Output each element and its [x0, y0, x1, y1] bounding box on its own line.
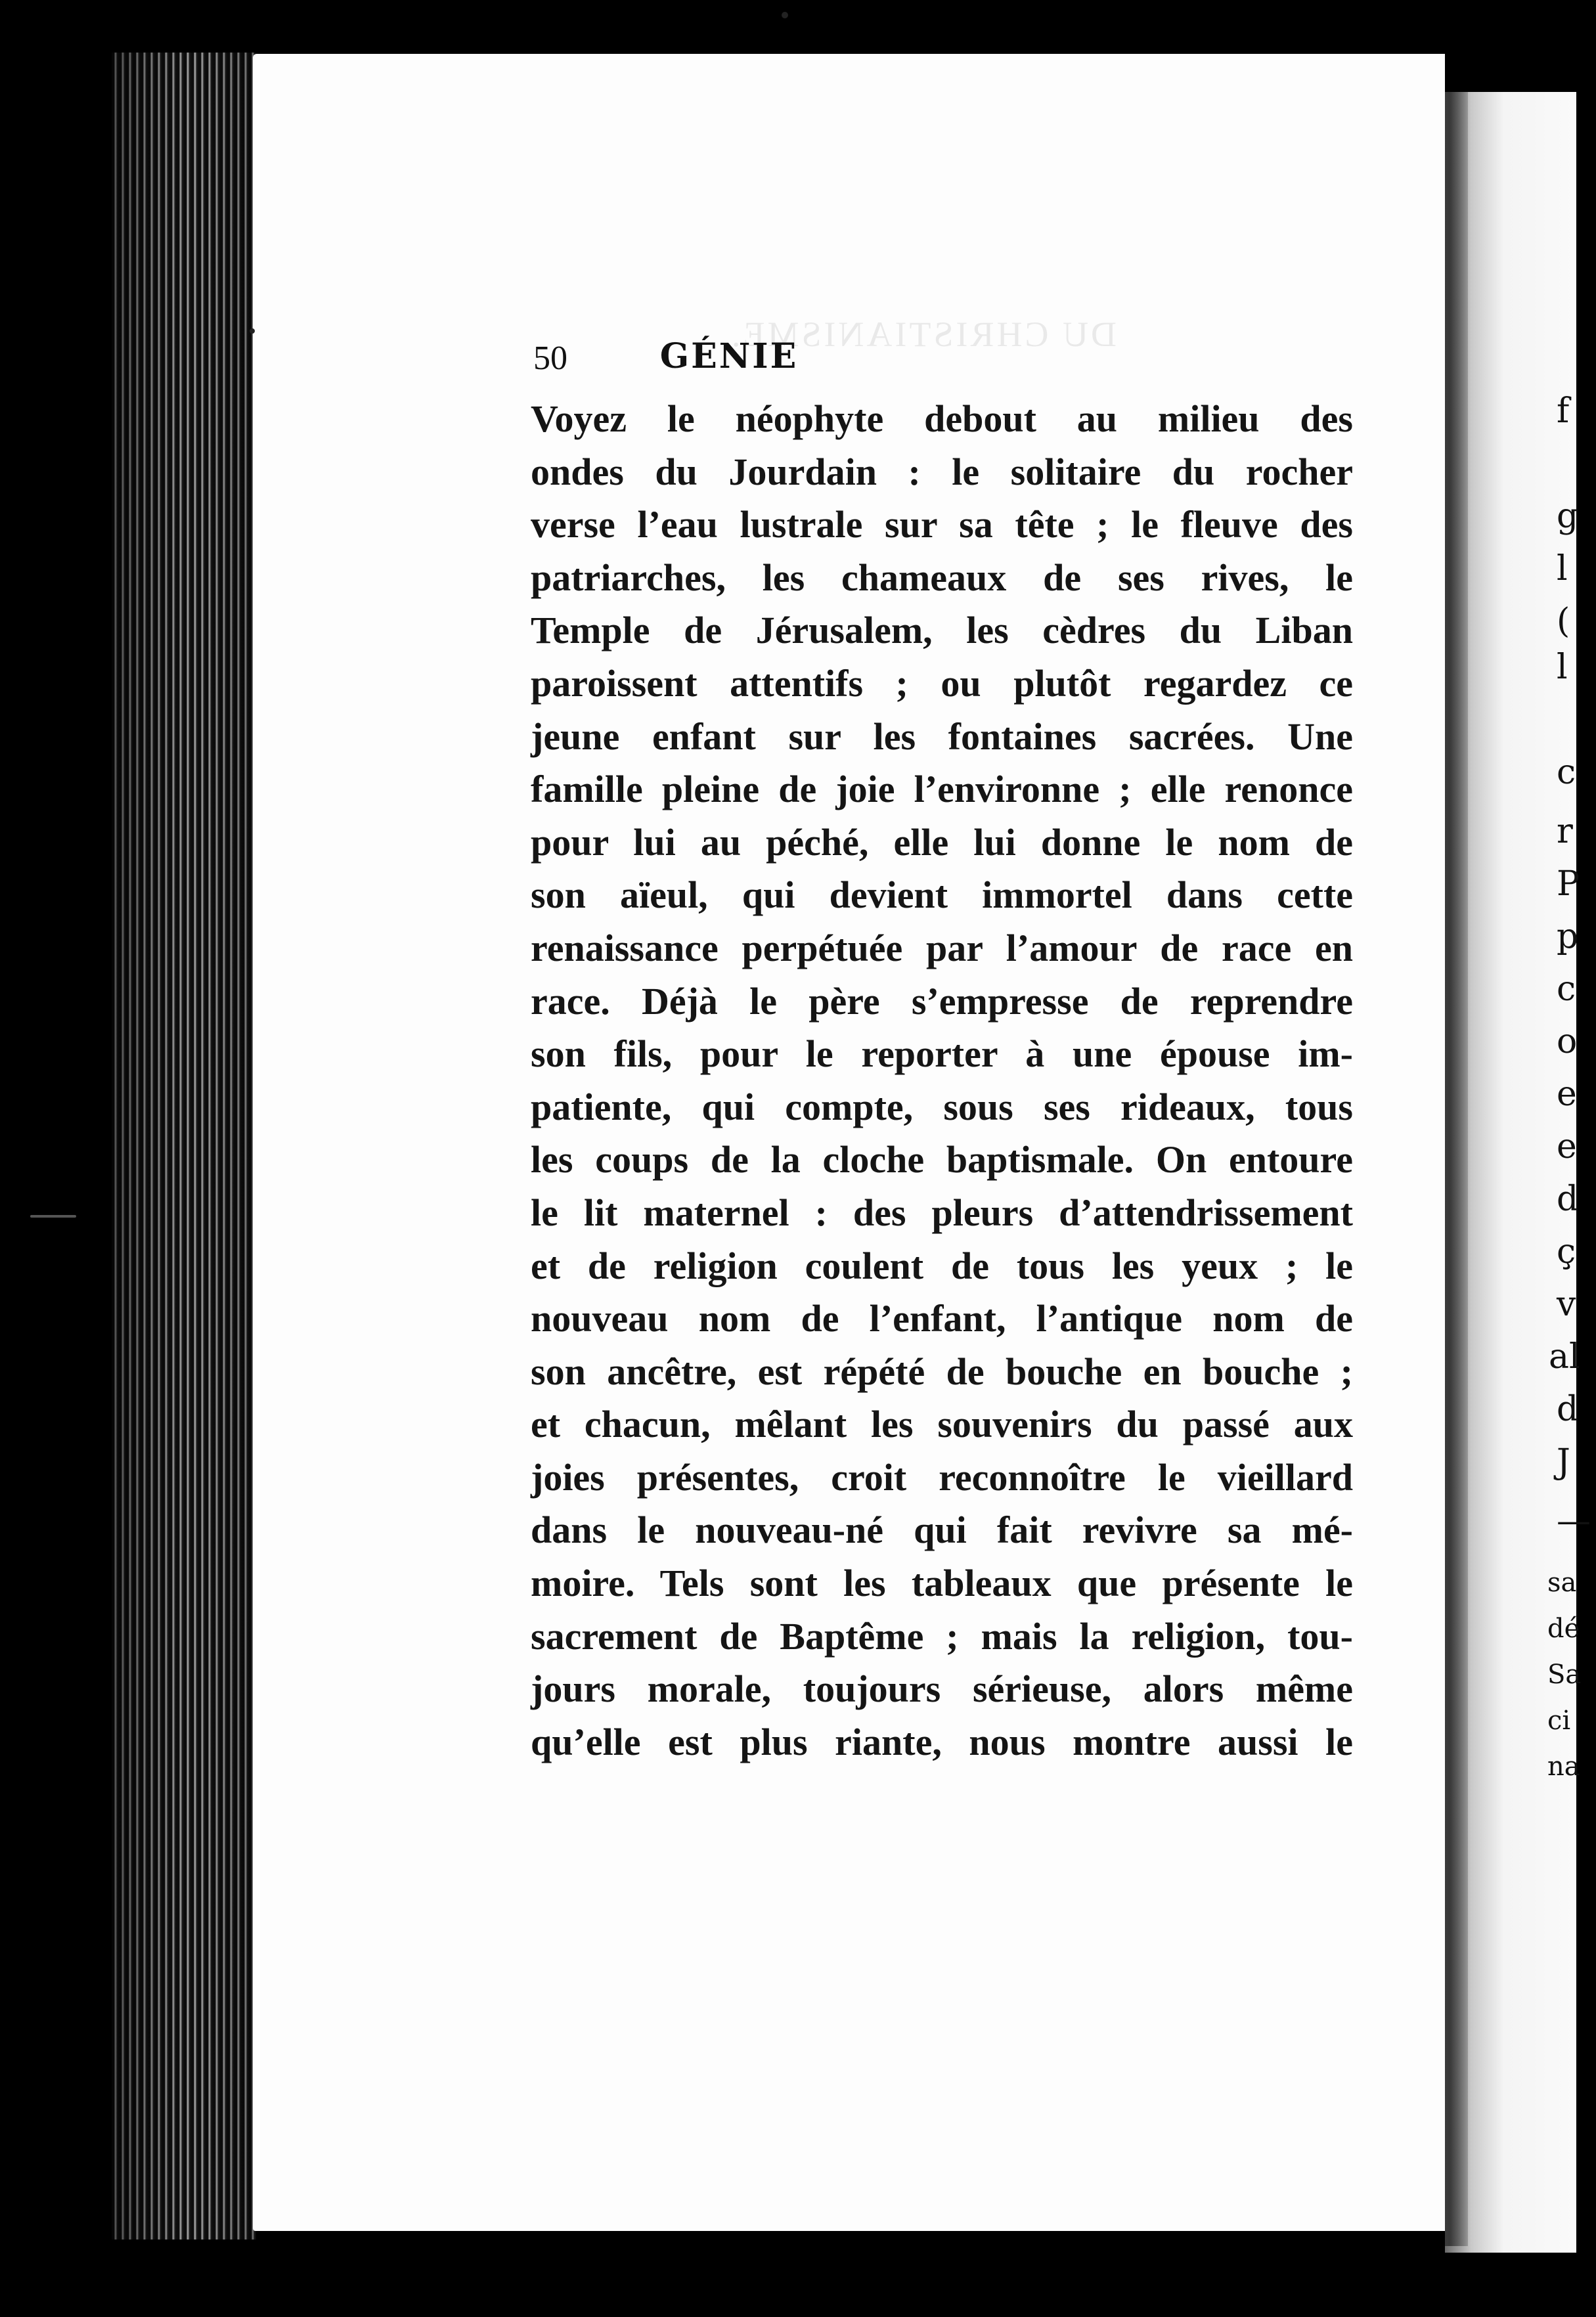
text-line: qu’elle est plus riante, nous montre aussi le	[531, 1720, 1353, 1763]
facing-fragment: f	[1557, 391, 1570, 431]
text-line: paroissent attentifs ; ou plutôt regardez ce	[531, 661, 1353, 705]
text-line: les coups de la cloche baptismale. On entoure	[531, 1138, 1353, 1181]
text-line: patriarches, les chameaux de ses rives, le	[531, 556, 1353, 599]
text-line: verse l’eau lustrale sur sa tête ; le fleuve des	[531, 503, 1353, 546]
facing-fragment: o	[1557, 1022, 1578, 1061]
facing-fragment: l	[1557, 648, 1568, 687]
text-line: renaissance perpétuée par l’amour de race en	[531, 926, 1353, 969]
body-text	[531, 393, 1353, 1769]
facing-note-fragment: sa	[1547, 1568, 1577, 1598]
page-number: 50	[533, 340, 567, 377]
text-line: joies présentes, croit reconnoître le vieillard	[531, 1455, 1353, 1499]
facing-fragment: e	[1557, 1074, 1577, 1114]
text-line: le lit maternel : des pleurs d’attendrissement	[531, 1191, 1353, 1234]
facing-note-fragment: na	[1547, 1752, 1580, 1782]
text-line: moire. Tels sont les tableaux que présente le	[531, 1562, 1353, 1605]
facing-fragment: (	[1557, 602, 1570, 641]
text-line: son fils, pour le reporter à une épouse im-	[531, 1032, 1353, 1076]
text-line: race. Déjà le père s’empresse de reprendre	[531, 979, 1353, 1023]
facing-fragment: p	[1557, 917, 1579, 956]
facing-fragment: l	[1557, 549, 1568, 588]
text-line: patiente, qui compte, sous ses rideaux, tous	[531, 1085, 1353, 1128]
facing-fragment: v	[1557, 1285, 1576, 1324]
text-line: et de religion coulent de tous les yeux ; le	[531, 1244, 1353, 1287]
text-line: nouveau nom de l’enfant, l’antique nom de	[531, 1297, 1353, 1340]
text-line: et chacun, mêlant les souvenirs du passé aux	[531, 1403, 1353, 1446]
facing-fragment: g	[1557, 496, 1579, 536]
text-line: jours morale, toujours sérieuse, alors même	[531, 1667, 1353, 1711]
text-line: Temple de Jérusalem, les cèdres du Liban	[531, 609, 1353, 652]
facing-fragment: d	[1557, 1390, 1579, 1429]
facing-fragment: c	[1557, 969, 1576, 1009]
running-head: GÉNIE	[659, 336, 799, 376]
facing-fragment: al	[1549, 1337, 1580, 1377]
text-line: ondes du Jourdain : le solitaire du rocher	[531, 450, 1353, 493]
text-line: jeune enfant sur les fontaines sacrées. Une	[531, 715, 1353, 758]
text-line: famille pleine de joie l’environne ; elle renonce	[531, 768, 1353, 811]
facing-note-fragment: dé	[1547, 1614, 1580, 1644]
facing-fragment: ç	[1557, 1232, 1576, 1271]
text-line: Voyez le néophyte debout au milieu des	[531, 397, 1353, 440]
page-edges-shadow	[112, 53, 256, 2240]
text-line: dans le nouveau-né qui fait revivre sa mé-	[531, 1509, 1353, 1552]
facing-fragment: c	[1557, 753, 1576, 792]
text-line: pour lui au péché, elle lui donne le nom de	[531, 820, 1353, 864]
facing-fragment: e	[1557, 1127, 1577, 1166]
text-line: son ancêtre, est répété de bouche en bouche ;	[531, 1350, 1353, 1393]
facing-fragment: —	[1557, 1501, 1591, 1541]
ink-speck	[782, 12, 788, 18]
facing-note-fragment: Sa	[1547, 1660, 1582, 1690]
text-line: sacrement de Baptême ; mais la religion, tou-	[531, 1614, 1353, 1658]
facing-fragment: J	[1557, 1442, 1570, 1482]
facing-fragment: d	[1557, 1180, 1579, 1219]
facing-fragment: r	[1557, 812, 1573, 851]
ink-speck	[250, 328, 255, 334]
ink-speck	[30, 1215, 76, 1218]
facing-fragment: P	[1557, 864, 1580, 904]
bleed-through: DU CHRISTIANISME.	[729, 315, 1117, 354]
text-line: son aïeul, qui devient immortel dans cette	[531, 873, 1353, 917]
facing-note-fragment: ci	[1547, 1706, 1571, 1736]
